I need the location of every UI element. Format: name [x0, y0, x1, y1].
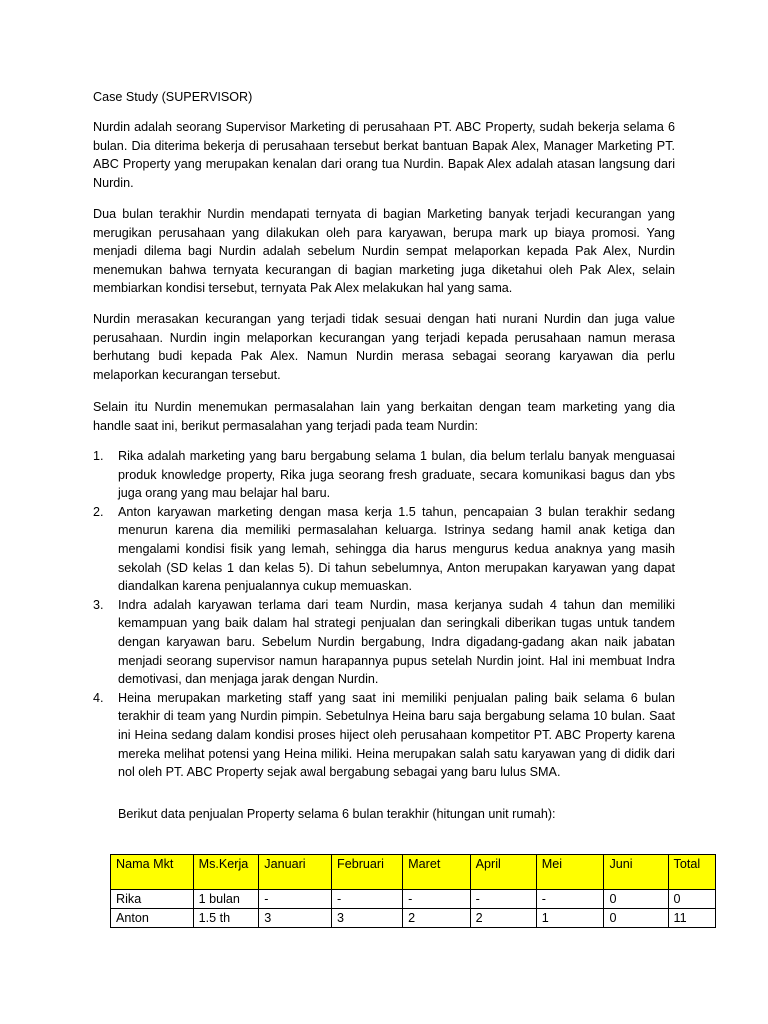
table-cell: - — [332, 890, 403, 909]
table-cell: - — [470, 890, 536, 909]
list-number: 1. — [93, 449, 104, 463]
table-header-cell: Februari — [332, 855, 403, 890]
list-number: 3. — [93, 597, 104, 612]
table-header-cell: April — [470, 855, 536, 890]
table-cell: - — [403, 890, 470, 909]
list-item — [93, 689, 675, 782]
table-cell: 0 — [604, 890, 668, 909]
table-cell: 1.5 th — [193, 909, 259, 928]
table-header-cell: Nama Mkt — [111, 855, 194, 890]
table-cell: Rika — [111, 890, 194, 909]
list-item — [93, 596, 675, 689]
table-cell: 2 — [403, 909, 470, 928]
table-header-cell: Juni — [604, 855, 668, 890]
table-cell: Anton — [111, 909, 194, 928]
list-item-text: Heina merupakan marketing staff yang saat ini memiliki penjualan paling baik selama 6 bulan terakhir di team yang Nurdin pimpin. Sebetulnya Heina baru saja bergabung selama 10 bulan. Saat ini Heina sedang dalam kondisi proses hiject oleh perusahaan kompetitor PT. ABC Property karena mereka melihat potensi yang Heina miliki. Heina merupakan salah satu karyawan yang di didik dari nol oleh PT. ABC Property sejak awal bergabung sebagai yang baru lulus SMA. — [118, 690, 675, 780]
list-number: 4. — [93, 690, 104, 705]
table-cell: 1 bulan — [193, 890, 259, 909]
paragraph-background: Nurdin adalah seorang Supervisor Marketing di perusahaan PT. ABC Property, sudah bekerja selama 6 bulan. Dia diterima bekerja di perusahaan tersebut berkat bantuan Bapak Alex, Manager Marketing PT. ABC Property yang merupakan kenalan dari orang tua Nurdin. Bapak Alex adalah atasan langsung dari Nurdin. — [93, 120, 675, 190]
table-cell: 0 — [604, 909, 668, 928]
sales-table — [110, 854, 716, 928]
table-header-row — [111, 855, 716, 890]
paragraph-fraud-discovery: Dua bulan terakhir Nurdin mendapati ternyata di bagian Marketing banyak terjadi kecurangan yang merugikan perusahaan yang dilakukan oleh para karyawan, berupa mark up biaya promosi. Yang menjadi dilema bagi Nurdin adalah sebelum Nurdin sempat melaporkan kepada Pak Alex, Nurdin menemukan bahwa ternyata kecurangan di bagian marketing juga diketahui oleh Pak Alex, selain membiarkan kondisi tersebut, ternyata Pak Alex melakukan hal yang sama. — [93, 207, 675, 296]
table-cell: 11 — [668, 909, 715, 928]
list-item — [93, 447, 675, 503]
table-cell: 3 — [332, 909, 403, 928]
table-cell: 3 — [259, 909, 332, 928]
table-header-cell: Januari — [259, 855, 332, 890]
table-intro: Berikut data penjualan Property selama 6 bulan terakhir (hitungan unit rumah): — [118, 807, 556, 821]
list-item-text: Indra adalah karyawan terlama dari team Nurdin, masa kerjanya sudah 4 tahun dan memiliki kemampuan yang baik dalam hal strategi penjualan dan seringkali diberikan tugas untuk tandem dengan karyawan baru. Sebelum Nurdin bergabung, Indra digadang-gadang akan naik jabatan menjadi seorang supervisor namun harapannya pupus setelah Nurdin joint. Hal ini membuat Indra demotivasi, dan menjaga jarak dengan Nurdin. — [118, 597, 675, 687]
table-cell: 1 — [536, 909, 604, 928]
table-cell: 2 — [470, 909, 536, 928]
list-number: 2. — [93, 504, 104, 519]
table-cell: 0 — [668, 890, 715, 909]
document-title: Case Study (SUPERVISOR) — [93, 90, 253, 104]
paragraph-dilemma: Nurdin merasakan kecurangan yang terjadi tidak sesuai dengan hati nurani Nurdin dan juga value perusahaan. Nurdin ingin melaporkan kecurangan yang terjadi kepada perusahaan namun merasa berhutang budi kepada Pak Alex. Namun Nurdin merasa sebagai seorang karyawan dia perlu melaporkan kecurangan tersebut. — [93, 312, 675, 382]
paragraph-team-issues-intro: Selain itu Nurdin menemukan permasalahan lain yang berkaitan dengan team marketing yang dia handle saat ini, berikut permasalahan yang terjadi pada team Nurdin: — [93, 400, 675, 433]
list-item-text: Rika adalah marketing yang baru bergabung selama 1 bulan, dia belum terlalu banyak menguasai produk knowledge property, Rika juga seorang fresh graduate, secara komunikasi bagus dan ybs juga orang yang mau belajar hal baru. — [118, 449, 675, 501]
table-header-cell: Total — [668, 855, 715, 890]
list-item-text: Anton karyawan marketing dengan masa kerja 1.5 tahun, pencapaian 3 bulan terakhir sedang menurun karena dia memiliki permasalahan keluarga. Istrinya sedang hamil anak ketiga dan mengalami kondisi fisik yang lemah, sehingga dia harus mengurus kedua anaknya yang masih sekolah (SD kelas 1 dan kelas 5). Di tahun sebelumnya, Anton merupakan karyawan yang dapat diandalkan karena penjualannya cukup memuaskan. — [118, 504, 675, 594]
list-item — [93, 503, 675, 596]
table-cell: - — [259, 890, 332, 909]
table-header-cell: Mei — [536, 855, 604, 890]
table-row — [111, 909, 716, 928]
table-header-cell: Maret — [403, 855, 470, 890]
table-row — [111, 890, 716, 909]
team-issues-list — [93, 447, 675, 782]
table-header-cell: Ms.Kerja — [193, 855, 259, 890]
table-cell: - — [536, 890, 604, 909]
